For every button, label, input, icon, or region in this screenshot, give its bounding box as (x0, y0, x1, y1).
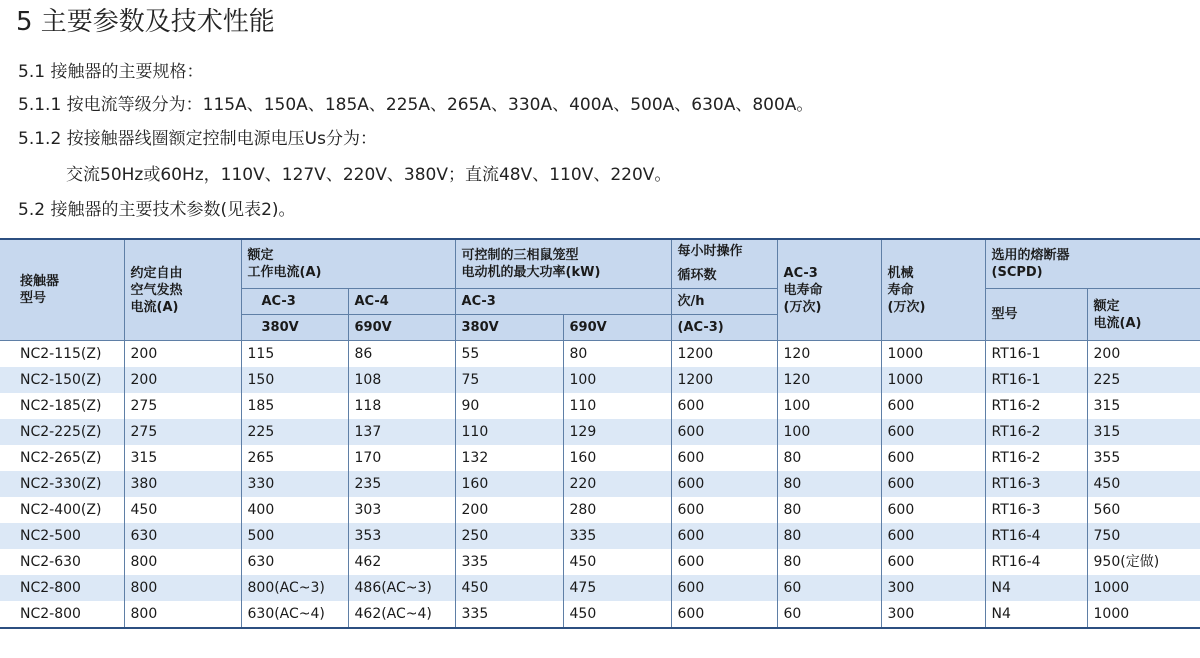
cell-ac3-690v-power: 335 (563, 523, 671, 549)
cell-fuse-current: 200 (1087, 341, 1200, 368)
header-ac4-current: AC-4 (348, 289, 455, 315)
cell-thermal-current: 800 (124, 601, 241, 628)
cell-mechanical-life: 1000 (881, 341, 985, 368)
cell-ac3-380v-power: 335 (455, 601, 563, 628)
cell-electrical-life: 100 (777, 419, 881, 445)
cell-cycles: 600 (671, 393, 777, 419)
cell-ac4-current: 486(AC~3) (348, 575, 455, 601)
cell-ac3-690v-power: 110 (563, 393, 671, 419)
cell-thermal-current: 450 (124, 497, 241, 523)
cell-mechanical-life: 600 (881, 471, 985, 497)
cell-ac3-current: 400 (241, 497, 348, 523)
cell-fuse-current: 315 (1087, 393, 1200, 419)
cell-model: NC2-500 (0, 523, 124, 549)
cell-thermal-current: 380 (124, 471, 241, 497)
parameters-table (0, 238, 1200, 629)
cell-ac4-current: 86 (348, 341, 455, 368)
cell-ac4-current: 108 (348, 367, 455, 393)
header-mechanical-life: 机械 寿命 (万次) (881, 239, 985, 341)
cell-fuse-model: N4 (985, 575, 1087, 601)
cell-fuse-model: RT16-2 (985, 445, 1087, 471)
cell-model: NC2-115(Z) (0, 341, 124, 368)
cell-ac3-current: 630(AC~4) (241, 601, 348, 628)
cell-cycles: 600 (671, 445, 777, 471)
cell-electrical-life: 80 (777, 497, 881, 523)
cell-electrical-life: 100 (777, 393, 881, 419)
cell-fuse-model: RT16-3 (985, 471, 1087, 497)
cell-ac3-380v-power: 90 (455, 393, 563, 419)
cell-cycles: 600 (671, 419, 777, 445)
cell-fuse-model: RT16-3 (985, 497, 1087, 523)
cell-ac3-380v-power: 110 (455, 419, 563, 445)
cell-electrical-life: 80 (777, 445, 881, 471)
cell-mechanical-life: 600 (881, 419, 985, 445)
cell-ac3-380v-power: 55 (455, 341, 563, 368)
cell-ac3-380v-power: 75 (455, 367, 563, 393)
cell-fuse-model: RT16-4 (985, 523, 1087, 549)
cell-fuse-current: 315 (1087, 419, 1200, 445)
header-max-power: 可控制的三相鼠笼型 电动机的最大功率(kW) (455, 239, 671, 289)
cell-mechanical-life: 600 (881, 393, 985, 419)
cell-electrical-life: 60 (777, 575, 881, 601)
params-heading: 5.2 接触器的主要技术参数(见表2)。 (18, 200, 296, 220)
cell-cycles: 600 (671, 497, 777, 523)
cell-ac3-690v-power: 100 (563, 367, 671, 393)
cell-cycles: 600 (671, 523, 777, 549)
cell-electrical-life: 80 (777, 471, 881, 497)
header-fuse-current: 额定 电流(A) (1087, 289, 1200, 341)
cell-mechanical-life: 600 (881, 445, 985, 471)
cell-electrical-life: 120 (777, 341, 881, 368)
cell-mechanical-life: 1000 (881, 367, 985, 393)
header-cycles-unit: 次/h (671, 289, 777, 315)
cell-cycles: 600 (671, 471, 777, 497)
cell-fuse-model: N4 (985, 601, 1087, 628)
table-row (0, 445, 1200, 471)
cell-mechanical-life: 600 (881, 497, 985, 523)
table-row (0, 367, 1200, 393)
table-body (0, 341, 1200, 629)
cell-ac3-690v-power: 129 (563, 419, 671, 445)
cell-thermal-current: 200 (124, 341, 241, 368)
header-thermal-current: 约定自由 空气发热 电流(A) (124, 239, 241, 341)
cell-ac4-current: 170 (348, 445, 455, 471)
header-fuse-model: 型号 (985, 289, 1087, 341)
cell-model: NC2-800 (0, 601, 124, 628)
cell-model: NC2-800 (0, 575, 124, 601)
cell-ac3-current: 115 (241, 341, 348, 368)
cell-ac3-380v-power: 250 (455, 523, 563, 549)
cell-cycles: 1200 (671, 367, 777, 393)
header-model: 接触器 型号 (0, 239, 124, 341)
table-row (0, 601, 1200, 628)
cell-mechanical-life: 600 (881, 523, 985, 549)
cell-ac3-current: 185 (241, 393, 348, 419)
cell-fuse-current: 225 (1087, 367, 1200, 393)
table-row (0, 549, 1200, 575)
cell-ac3-380v-power: 450 (455, 575, 563, 601)
cell-mechanical-life: 600 (881, 549, 985, 575)
header-380v-current: 380V (241, 315, 348, 341)
cell-fuse-model: RT16-4 (985, 549, 1087, 575)
header-690v-power: 690V (563, 315, 671, 341)
table-row (0, 341, 1200, 368)
cell-fuse-model: RT16-2 (985, 419, 1087, 445)
header-380v-power: 380V (455, 315, 563, 341)
current-grades-line: 5.1.1 按电流等级分为：115A、150A、185A、225A、265A、330A、400A、500A、630A、800A。 (18, 95, 814, 115)
header-rated-current: 额定 工作电流(A) (241, 239, 455, 289)
cell-ac3-current: 225 (241, 419, 348, 445)
cell-fuse-current: 1000 (1087, 575, 1200, 601)
cell-cycles: 600 (671, 575, 777, 601)
cell-model: NC2-265(Z) (0, 445, 124, 471)
cell-ac3-690v-power: 475 (563, 575, 671, 601)
cell-fuse-current: 1000 (1087, 601, 1200, 628)
cell-ac3-380v-power: 160 (455, 471, 563, 497)
cell-fuse-current: 950(定做) (1087, 549, 1200, 575)
table-row (0, 497, 1200, 523)
cell-fuse-current: 355 (1087, 445, 1200, 471)
cell-electrical-life: 80 (777, 549, 881, 575)
cell-thermal-current: 800 (124, 549, 241, 575)
cell-cycles: 600 (671, 601, 777, 628)
cell-mechanical-life: 300 (881, 575, 985, 601)
cell-ac4-current: 303 (348, 497, 455, 523)
cell-ac3-380v-power: 132 (455, 445, 563, 471)
cell-ac3-690v-power: 220 (563, 471, 671, 497)
cell-mechanical-life: 300 (881, 601, 985, 628)
cell-ac3-380v-power: 335 (455, 549, 563, 575)
cell-ac4-current: 118 (348, 393, 455, 419)
cell-thermal-current: 275 (124, 419, 241, 445)
header-cycles: 每小时操作 循环数 (671, 239, 777, 289)
cell-electrical-life: 120 (777, 367, 881, 393)
cell-ac3-690v-power: 450 (563, 601, 671, 628)
cell-ac4-current: 235 (348, 471, 455, 497)
coil-voltage-line: 5.1.2 按接触器线圈额定控制电源电压Us分为： (18, 129, 377, 149)
cell-fuse-model: RT16-1 (985, 341, 1087, 368)
cell-fuse-current: 450 (1087, 471, 1200, 497)
table-row (0, 575, 1200, 601)
table-row (0, 419, 1200, 445)
cell-ac3-690v-power: 450 (563, 549, 671, 575)
cell-fuse-model: RT16-1 (985, 367, 1087, 393)
cell-model: NC2-400(Z) (0, 497, 124, 523)
cell-thermal-current: 200 (124, 367, 241, 393)
cell-ac3-current: 630 (241, 549, 348, 575)
table-row (0, 471, 1200, 497)
header-cycles-category: (AC-3) (671, 315, 777, 341)
cell-model: NC2-185(Z) (0, 393, 124, 419)
cell-ac3-690v-power: 160 (563, 445, 671, 471)
cell-ac4-current: 462 (348, 549, 455, 575)
header-690v-current: 690V (348, 315, 455, 341)
cell-ac4-current: 137 (348, 419, 455, 445)
cell-electrical-life: 80 (777, 523, 881, 549)
cell-cycles: 1200 (671, 341, 777, 368)
cell-model: NC2-630 (0, 549, 124, 575)
header-electrical-life: AC-3 电寿命 (万次) (777, 239, 881, 341)
header-ac3-power: AC-3 (455, 289, 671, 315)
cell-fuse-model: RT16-2 (985, 393, 1087, 419)
spec-heading: 5.1 接触器的主要规格： (18, 62, 204, 82)
cell-ac3-690v-power: 280 (563, 497, 671, 523)
cell-electrical-life: 60 (777, 601, 881, 628)
cell-ac3-current: 330 (241, 471, 348, 497)
cell-ac3-380v-power: 200 (455, 497, 563, 523)
cell-cycles: 600 (671, 549, 777, 575)
cell-ac3-current: 265 (241, 445, 348, 471)
cell-fuse-current: 750 (1087, 523, 1200, 549)
cell-fuse-current: 560 (1087, 497, 1200, 523)
cell-thermal-current: 275 (124, 393, 241, 419)
table-row (0, 393, 1200, 419)
cell-model: NC2-330(Z) (0, 471, 124, 497)
cell-thermal-current: 630 (124, 523, 241, 549)
cell-ac3-current: 500 (241, 523, 348, 549)
cell-thermal-current: 800 (124, 575, 241, 601)
header-fuse: 选用的熔断器 (SCPD) (985, 239, 1200, 289)
cell-ac4-current: 462(AC~4) (348, 601, 455, 628)
cell-model: NC2-225(Z) (0, 419, 124, 445)
voltage-values-line: 交流50Hz或60Hz，110V、127V、220V、380V；直流48V、110V、220V。 (66, 165, 672, 185)
section-heading: 5 主要参数及技术性能 (16, 7, 275, 37)
cell-ac3-690v-power: 80 (563, 341, 671, 368)
table-row (0, 523, 1200, 549)
cell-model: NC2-150(Z) (0, 367, 124, 393)
cell-ac3-current: 800(AC~3) (241, 575, 348, 601)
header-ac3-current: AC-3 (241, 289, 348, 315)
cell-ac4-current: 353 (348, 523, 455, 549)
cell-thermal-current: 315 (124, 445, 241, 471)
cell-ac3-current: 150 (241, 367, 348, 393)
